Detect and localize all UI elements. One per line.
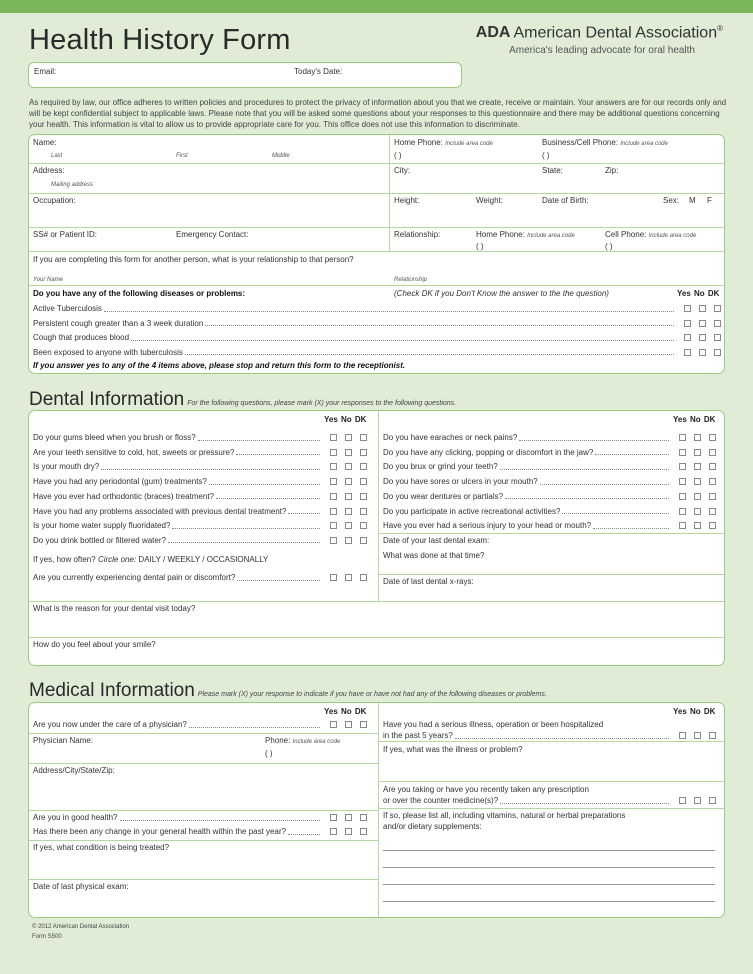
checkbox-dk[interactable]: [709, 478, 716, 485]
question-text: Cough that produces blood: [33, 333, 130, 343]
question-text: Is your mouth dry?: [33, 462, 100, 472]
leader-dots: [185, 349, 674, 355]
checkbox-dk[interactable]: [709, 508, 716, 515]
checkbox-dk[interactable]: [360, 463, 367, 470]
question-text: Have you had any problems associated with previous dental treatment?: [33, 506, 287, 516]
question-row: [33, 333, 721, 342]
dental-section-title: Dental Information For the following questions, please mark (X) your responses to the following questions.: [29, 389, 457, 410]
checkbox-dk[interactable]: [360, 522, 367, 529]
middle-name-label: Middle: [272, 153, 290, 159]
checkbox-dk[interactable]: [360, 828, 367, 835]
checkbox-dk[interactable]: [360, 508, 367, 515]
question-text: Do you have earaches or neck pains?: [383, 433, 518, 442]
leader-dots: [168, 537, 320, 543]
smile-feeling-field[interactable]: How do you feel about your smile?: [33, 640, 156, 649]
leader-dots: [198, 435, 320, 441]
checkbox-yes[interactable]: [330, 449, 337, 456]
checkbox-dk[interactable]: [709, 449, 716, 456]
tb-warning: If you answer yes to any of the 4 items above, please stop and return this form to the receptionist.: [33, 361, 406, 370]
leader-dots: [595, 449, 669, 455]
checkbox-yes[interactable]: [679, 493, 686, 500]
email-field[interactable]: Email:: [34, 67, 57, 76]
question-text: Do your gums bleed when you brush or floss?: [33, 433, 196, 442]
checkbox-yes[interactable]: [684, 320, 691, 327]
patient-info-box: [28, 134, 725, 374]
checkbox-no[interactable]: [345, 574, 352, 581]
checkbox-yes[interactable]: [330, 721, 337, 728]
checkbox-yes[interactable]: [684, 334, 691, 341]
leader-dots: [104, 306, 674, 312]
leader-dots: [236, 449, 320, 455]
question-row: [383, 462, 716, 471]
logo-tagline: America's leading advocate for oral health: [509, 45, 695, 57]
question-text: Have you ever had a serious injury to your head or mouth?: [383, 521, 592, 531]
emergency-cell-phone-field[interactable]: Cell Phone: Include area code: [605, 230, 697, 239]
logo-name: American Dental Association: [513, 24, 718, 42]
form-number: Form S500: [32, 934, 62, 940]
leader-dots: [562, 508, 669, 514]
how-often-question: If yes, how often? Circle one: DAILY / WEEKLY / OCCASIONALLY: [33, 555, 269, 564]
emergency-home-phone-field[interactable]: Home Phone: Include area code: [476, 230, 575, 239]
checkbox-no[interactable]: [694, 508, 701, 515]
sex-label: Sex:: [663, 196, 680, 205]
leader-dots: [172, 523, 320, 529]
checkbox-yes[interactable]: [330, 493, 337, 500]
leader-dots: [500, 464, 669, 470]
question-text: Do you brux or grind your teeth?: [383, 462, 498, 472]
what-done-field[interactable]: What was done at that time?: [383, 551, 485, 560]
leader-dots: [101, 464, 320, 470]
question-text: Do you have any clicking, popping or discomfort in the jaw?: [383, 447, 594, 457]
sex-male-option[interactable]: M: [689, 196, 696, 205]
medical-note: Please mark (X) your response to indicate if you have or have not had any of the following diseases or problems.: [197, 691, 547, 698]
question-row: [383, 448, 716, 457]
checkbox-no[interactable]: [345, 537, 352, 544]
relationship-sub-field[interactable]: Relationship: [394, 277, 428, 283]
question-text: Have you ever had orthodontic (braces) treatment?: [33, 491, 214, 501]
question-row: [383, 433, 716, 442]
checkbox-no[interactable]: [345, 828, 352, 835]
checkbox-yes[interactable]: [330, 508, 337, 515]
name-field[interactable]: Name:: [33, 138, 57, 147]
checkbox-yes[interactable]: [679, 797, 686, 804]
top-bar: [0, 0, 753, 13]
ada-logo: [476, 24, 723, 56]
question-row: [33, 477, 367, 486]
leader-dots: [505, 493, 669, 499]
checkbox-no[interactable]: [345, 478, 352, 485]
checkbox-yes[interactable]: [330, 828, 337, 835]
checkbox-dk[interactable]: [709, 463, 716, 470]
question-row: [33, 521, 367, 530]
dk-note: (Check DK if you Don't Know the answer to the the question): [394, 289, 609, 298]
checkbox-no[interactable]: [694, 797, 701, 804]
diseases-heading: Do you have any of the following diseases or problems:: [33, 289, 246, 298]
checkbox-no[interactable]: [699, 334, 706, 341]
question-text: Is your home water supply fluoridated?: [33, 521, 171, 531]
checkbox-yes[interactable]: [330, 574, 337, 581]
dental-info-box: [28, 410, 725, 666]
supplements-label: and/or dietary supplements:: [383, 822, 482, 831]
medicine-row: or over the counter medicine(s)?: [383, 796, 716, 805]
question-row: [383, 507, 716, 516]
checkbox-yes[interactable]: [679, 434, 686, 441]
physician-care-row: Are you now under the care of a physician?: [33, 720, 367, 729]
checkbox-no[interactable]: [345, 434, 352, 441]
checkbox-no[interactable]: [694, 478, 701, 485]
leader-dots: [540, 479, 669, 485]
page-title: Health History Form: [29, 24, 291, 56]
todays-date-field[interactable]: Today's Date:: [294, 67, 343, 76]
business-phone-parens: ( ): [542, 151, 550, 160]
checkbox-dk[interactable]: [360, 574, 367, 581]
address-field[interactable]: Address:: [33, 166, 65, 175]
physician-phone-parens: ( ): [265, 749, 273, 758]
medical-info-box: [28, 702, 725, 918]
first-name-label: First: [176, 153, 188, 159]
question-row: [33, 507, 367, 516]
checkbox-no[interactable]: [694, 449, 701, 456]
checkbox-no[interactable]: [345, 449, 352, 456]
leader-dots: [216, 493, 320, 499]
checkbox-dk[interactable]: [360, 449, 367, 456]
ssn-field[interactable]: SS# or Patient ID:: [33, 230, 98, 239]
question-row: [33, 448, 367, 457]
question-row: [383, 492, 716, 501]
checkbox-no[interactable]: [345, 508, 352, 515]
checkbox-no[interactable]: [699, 349, 706, 356]
question-row: [33, 536, 367, 545]
city-field[interactable]: City:: [394, 166, 410, 175]
question-row: [33, 492, 367, 501]
question-text: Do you drink bottled or filtered water?: [33, 535, 166, 545]
copyright: © 2012 American Dental Association: [32, 924, 130, 930]
footer: [32, 922, 129, 942]
checkbox-yes[interactable]: [679, 508, 686, 515]
serious-illness-row: in the past 5 years?: [383, 731, 716, 740]
question-row: [33, 304, 721, 313]
privacy-notice: As required by law, our office adheres to written policies and procedures to protect the privacy of information about you that we create, receive or maintain. Your answers are for our records only and will be kept confidential subject to applicable laws. Please note that you will be asked some questions about your responses to this questionnaire and there may be additional questions concerning your health. This information is vital to allow us to provide appropriate care for you. This office does not use this information to discriminate.: [29, 98, 727, 129]
dental-pain-row: Are you currently experiencing dental pain or discomfort?: [33, 573, 367, 582]
frequency-options[interactable]: DAILY / WEEKLY / OCCASIONALLY: [138, 555, 269, 564]
question-row: [33, 433, 367, 442]
question-text: Do you have sores or ulcers in your mouth?: [383, 477, 538, 487]
checkbox-no[interactable]: [694, 732, 701, 739]
home-phone-field[interactable]: Home Phone: Include area code: [394, 138, 493, 147]
your-name-field[interactable]: Your Name: [33, 277, 64, 283]
another-person-question: If you are completing this form for another person, what is your relationship to that person?: [33, 255, 354, 264]
checkbox-dk[interactable]: [709, 434, 716, 441]
checkbox-no[interactable]: [699, 320, 706, 327]
leader-dots: [519, 435, 669, 441]
physician-name-field[interactable]: Physician Name:: [33, 736, 94, 745]
last-physical-field[interactable]: Date of last physical exam:: [33, 882, 129, 891]
medical-left-cols: Yes No DK: [324, 707, 367, 716]
question-row: [33, 348, 721, 357]
emergency-contact-field[interactable]: Emergency Contact:: [176, 230, 249, 239]
medicine-line-3[interactable]: [383, 884, 715, 885]
dental-left-cols: Yes No DK: [324, 415, 367, 424]
health-change-row: Has there been any change in your general health within the past year?: [33, 827, 367, 836]
illness-field[interactable]: If yes, what was the illness or problem?: [383, 745, 523, 754]
yes-no-dk-header: Yes No DK: [677, 289, 720, 298]
medical-section-title: Medical Information Please mark (X) your response to indicate if you have or have not had any of the following diseases or problems.: [29, 680, 547, 701]
question-row: [33, 319, 721, 328]
checkbox-yes[interactable]: [330, 522, 337, 529]
question-text: Persistent cough greater than a 3 week duration: [33, 318, 204, 328]
business-phone-field[interactable]: Business/Cell Phone: Include area code: [542, 138, 668, 147]
medicine-list-label: If so, please list all, including vitamins, natural or herbal preparations: [383, 811, 626, 820]
checkbox-yes[interactable]: [679, 449, 686, 456]
checkbox-dk[interactable]: [360, 478, 367, 485]
physician-phone-field[interactable]: Phone: Include area code: [265, 736, 341, 745]
leader-dots: [205, 320, 674, 326]
checkbox-no[interactable]: [345, 814, 352, 821]
checkbox-no[interactable]: [694, 434, 701, 441]
checkbox-yes[interactable]: [330, 463, 337, 470]
checkbox-no[interactable]: [699, 305, 706, 312]
checkbox-yes[interactable]: [330, 537, 337, 544]
checkbox-yes[interactable]: [330, 814, 337, 821]
checkbox-no[interactable]: [694, 522, 701, 529]
state-field[interactable]: State:: [542, 166, 563, 175]
checkbox-dk[interactable]: [360, 434, 367, 441]
checkbox-dk[interactable]: [360, 493, 367, 500]
medical-right-cols: Yes No DK: [673, 707, 716, 716]
question-row: [33, 462, 367, 471]
checkbox-no[interactable]: [694, 463, 701, 470]
checkbox-yes[interactable]: [679, 732, 686, 739]
checkbox-yes[interactable]: [679, 463, 686, 470]
height-field[interactable]: Height:: [394, 196, 420, 205]
checkbox-yes[interactable]: [684, 349, 691, 356]
leader-dots: [593, 523, 669, 529]
serious-illness-question: Have you had a serious illness, operation or been hospitalized: [383, 720, 604, 729]
checkbox-dk[interactable]: [709, 522, 716, 529]
physician-address-field[interactable]: Address/City/State/Zip:: [33, 766, 115, 775]
checkbox-dk[interactable]: [709, 797, 716, 804]
last-name-label: Last: [51, 153, 63, 159]
leader-dots: [131, 335, 674, 341]
home-phone-parens: ( ): [394, 151, 402, 160]
checkbox-dk[interactable]: [709, 732, 716, 739]
mailing-address-label: Mailing address: [51, 182, 94, 188]
medicine-line-4[interactable]: [383, 901, 715, 902]
checkbox-yes[interactable]: [330, 434, 337, 441]
occupation-field[interactable]: Occupation:: [33, 196, 76, 205]
relationship-field[interactable]: Relationship:: [394, 230, 441, 239]
checkbox-yes[interactable]: [684, 305, 691, 312]
checkbox-dk[interactable]: [360, 537, 367, 544]
emergency-home-parens: ( ): [476, 242, 484, 251]
leader-dots: [288, 508, 320, 514]
checkbox-dk[interactable]: [714, 320, 721, 327]
checkbox-dk[interactable]: [714, 334, 721, 341]
condition-treated-field[interactable]: If yes, what condition is being treated?: [33, 843, 170, 852]
registered-mark: ®: [717, 24, 723, 33]
leader-dots: [209, 479, 320, 485]
medicine-line-1[interactable]: [383, 850, 715, 851]
last-dental-exam-field[interactable]: Date of your last dental exam:: [383, 536, 490, 545]
checkbox-no[interactable]: [345, 493, 352, 500]
dental-right-cols: Yes No DK: [673, 415, 716, 424]
visit-reason-field[interactable]: What is the reason for your dental visit today?: [33, 604, 196, 613]
good-health-row: Are you in good health?: [33, 813, 367, 822]
question-row: [383, 477, 716, 486]
medicine-line-2[interactable]: [383, 867, 715, 868]
sex-female-option[interactable]: F: [707, 196, 712, 205]
checkbox-dk[interactable]: [709, 493, 716, 500]
checkbox-no[interactable]: [345, 463, 352, 470]
checkbox-dk[interactable]: [360, 721, 367, 728]
question-row: [383, 521, 716, 530]
checkbox-dk[interactable]: [714, 349, 721, 356]
checkbox-yes[interactable]: [679, 522, 686, 529]
checkbox-no[interactable]: [345, 522, 352, 529]
weight-field[interactable]: Weight:: [476, 196, 503, 205]
checkbox-yes[interactable]: [330, 478, 337, 485]
dental-note: For the following questions, please mark (X) your responses to the following questions.: [187, 400, 457, 407]
question-text: Have you had any periodontal (gum) treatments?: [33, 477, 207, 487]
medicine-question: Are you taking or have you recently taken any prescription: [383, 785, 589, 794]
dob-field[interactable]: Date of Birth:: [542, 196, 589, 205]
question-text: Are your teeth sensitive to cold, hot, sweets or pressure?: [33, 447, 235, 457]
checkbox-yes[interactable]: [679, 478, 686, 485]
question-text: Do you participate in active recreational activities?: [383, 506, 561, 516]
question-text: Do you wear dentures or partials?: [383, 491, 504, 501]
question-text: Been exposed to anyone with tuberculosis: [33, 347, 183, 357]
zip-field[interactable]: Zip:: [605, 166, 619, 175]
logo-abbr: ADA: [475, 24, 511, 42]
emergency-cell-parens: ( ): [605, 242, 613, 251]
checkbox-no[interactable]: [694, 493, 701, 500]
last-xray-field[interactable]: Date of last dental x-rays:: [383, 577, 474, 586]
email-date-box: [28, 62, 462, 88]
checkbox-no[interactable]: [345, 721, 352, 728]
checkbox-dk[interactable]: [360, 814, 367, 821]
checkbox-dk[interactable]: [714, 305, 721, 312]
question-text: Active Tuberculosis: [33, 304, 102, 313]
